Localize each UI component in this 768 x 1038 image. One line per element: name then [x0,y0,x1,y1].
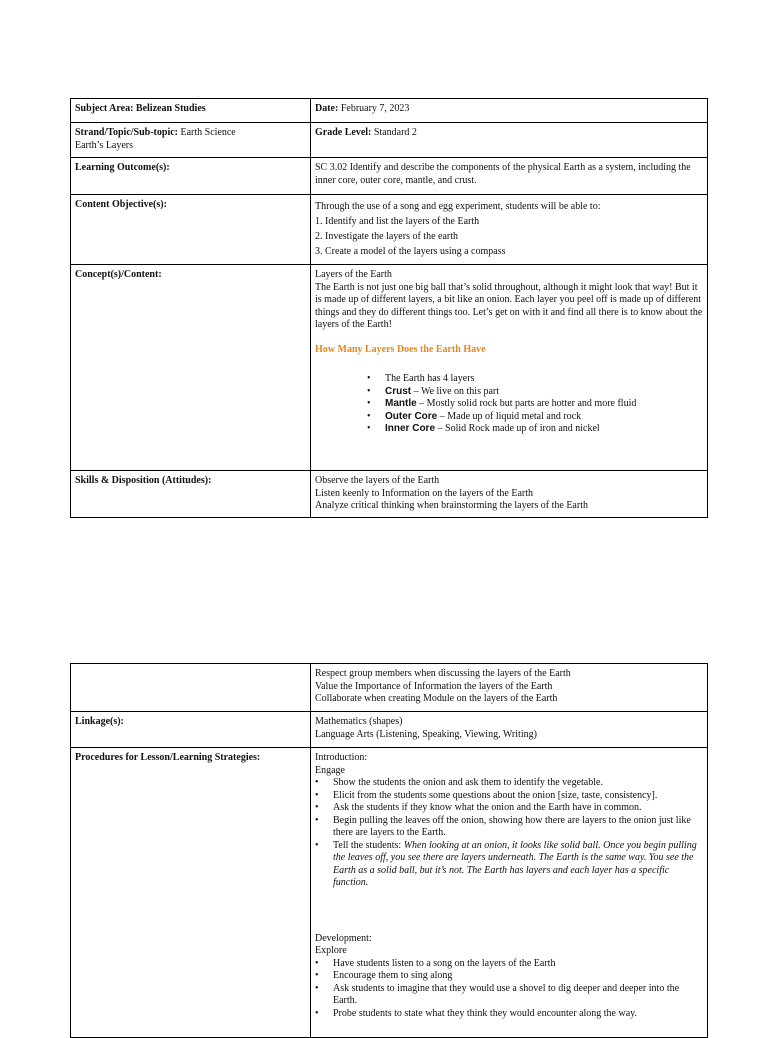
content-objective-label: Content Objective(s): [75,199,167,210]
strand-value-2: Earth’s Layers [75,139,134,151]
outcome-label-cell [71,158,311,195]
explore-label: Explore [315,945,347,956]
engage-item: • Show the students the onion and ask them to identify the vegetable. [315,777,703,790]
content-objective-item: 3. Create a model of the layers using a compass [315,246,506,257]
strand-value: Earth Science [180,127,236,138]
layer-name: Crust [385,385,412,397]
layer-name: Outer Core [385,410,438,422]
concept-cell [311,265,708,471]
skills-item: Listen keenly to Information on the layers of the Earth [315,487,533,499]
strand-cell [71,123,311,158]
development-label: Development: [315,932,372,944]
content-objective-item: 2. Investigate the layers of the earth [315,231,458,242]
date-cell [311,99,708,123]
explore-list [315,958,703,1021]
layer-desc: – Made up of liquid metal and rock [437,410,582,422]
skills-item: Analyze critical thinking when brainstorming the layers of the Earth [315,500,588,511]
skills-label-cell [71,471,311,518]
skills-cell [311,471,708,518]
engage-item [315,840,703,890]
date-label: Date: [315,103,339,114]
linkage-label: Linkage(s): [75,716,124,727]
explore-item: • Probe students to state what they think they would encounter along the way. [315,1008,703,1021]
concept-label: Concept(s)/Content: [75,269,162,280]
strand-label: Strand/Topic/Sub-topic: [75,127,178,138]
layer-item [315,411,703,424]
layer-name: Mantle [385,398,417,409]
attitudes-item: Collaborate when creating Module on the layers of the Earth [315,693,558,704]
lesson-plan-table-2 [70,663,708,1038]
layer-desc: – Solid Rock made up of iron and nickel [435,423,600,434]
subject-area-label: Subject Area: Belizean Studies [75,103,206,114]
concept-heading: How Many Layers Does the Earth Have [315,343,486,355]
grade-cell [311,123,708,158]
tell-prefix: Tell the students: [333,839,404,851]
layer-item [315,386,703,399]
introduction-label: Introduction: [315,752,368,763]
attitudes-cell [311,664,708,712]
lesson-plan-table-1 [70,98,708,518]
outcome-cell [311,158,708,195]
layer-desc: The Earth has 4 layers [385,373,475,384]
content-objective-label-cell [71,195,311,265]
layer-item [315,373,703,386]
procedures-cell [311,748,708,1038]
procedures-label-cell [71,748,311,1038]
layer-item [315,423,703,436]
outcome-text: SC 3.02 Identify and describe the components of the physical Earth as a system, including the inner core, outer core, mantle, and crust. [315,162,691,186]
grade-label: Grade Level: [315,127,372,138]
date-value: February 7, 2023 [340,103,410,114]
linkage-cell [311,712,708,748]
attitudes-item: Value the Importance of Information the layers of the Earth [315,680,553,692]
concept-title: Layers of the Earth [315,269,392,280]
content-objective-cell [311,195,708,265]
linkage-item: Mathematics (shapes) [315,716,403,727]
grade-value: Standard 2 [373,127,417,138]
layer-desc: – Mostly solid rock but parts are hotter and more fluid [416,398,637,409]
concept-paragraph: The Earth is not just one big ball that’s solid throughout, although it might look that way! But it is made up of different layers, a bit like an onion. Each layer you peel off is made up of different things and they do different things too. Let’s get on with it and find all there is to know about the layers of the Earth! [315,281,703,330]
content-objective-item: 1. Identify and list the layers of the Earth [315,216,480,227]
engage-item: • Ask the students if they know what the onion and the Earth have in common. [315,802,703,815]
engage-item: • Elicit from the students some questions about the onion [size, taste, consistency]. [315,790,703,803]
earth-layers-list [315,373,703,436]
engage-item: • Begin pulling the leaves off the onion, showing how there are layers to the onion just like there are layers to the Earth. [315,815,703,840]
concept-label-cell [71,265,311,471]
layer-item [315,398,703,411]
attitudes-label-cell [71,664,311,712]
subject-area-cell [71,99,311,123]
attitudes-item: Respect group members when discussing the layers of the Earth [315,668,571,679]
layer-name: Inner Core [385,423,436,434]
explore-item: • Ask students to imagine that they would use a shovel to dig deeper and deeper into the Earth. [315,983,703,1008]
skills-item: Observe the layers of the Earth [315,475,440,486]
engage-list [315,777,703,890]
linkage-label-cell [71,712,311,748]
explore-item: • Encourage them to sing along [315,970,703,983]
explore-item: • Have students listen to a song on the layers of the Earth [315,958,703,971]
engage-label: Engage [315,764,345,776]
layer-desc: – We live on this part [411,385,500,397]
procedures-label: Procedures for Lesson/Learning Strategies: [75,752,261,763]
outcome-label: Learning Outcome(s): [75,162,170,173]
skills-label: Skills & Disposition (Attitudes): [75,475,212,486]
linkage-item: Language Arts (Listening, Speaking, Viewing, Writing) [315,728,537,740]
content-objective-intro: Through the use of a song and egg experiment, students will be able to: [315,201,601,212]
tell-quote: When looking at an onion, it looks like solid ball. Once you begin pulling the leaves off, you see there are layers underneath. The Earth is the same way. You see the Earth as a solid ball, but it’s not. The Earth has layers and each layer has a specific function. [333,839,697,888]
